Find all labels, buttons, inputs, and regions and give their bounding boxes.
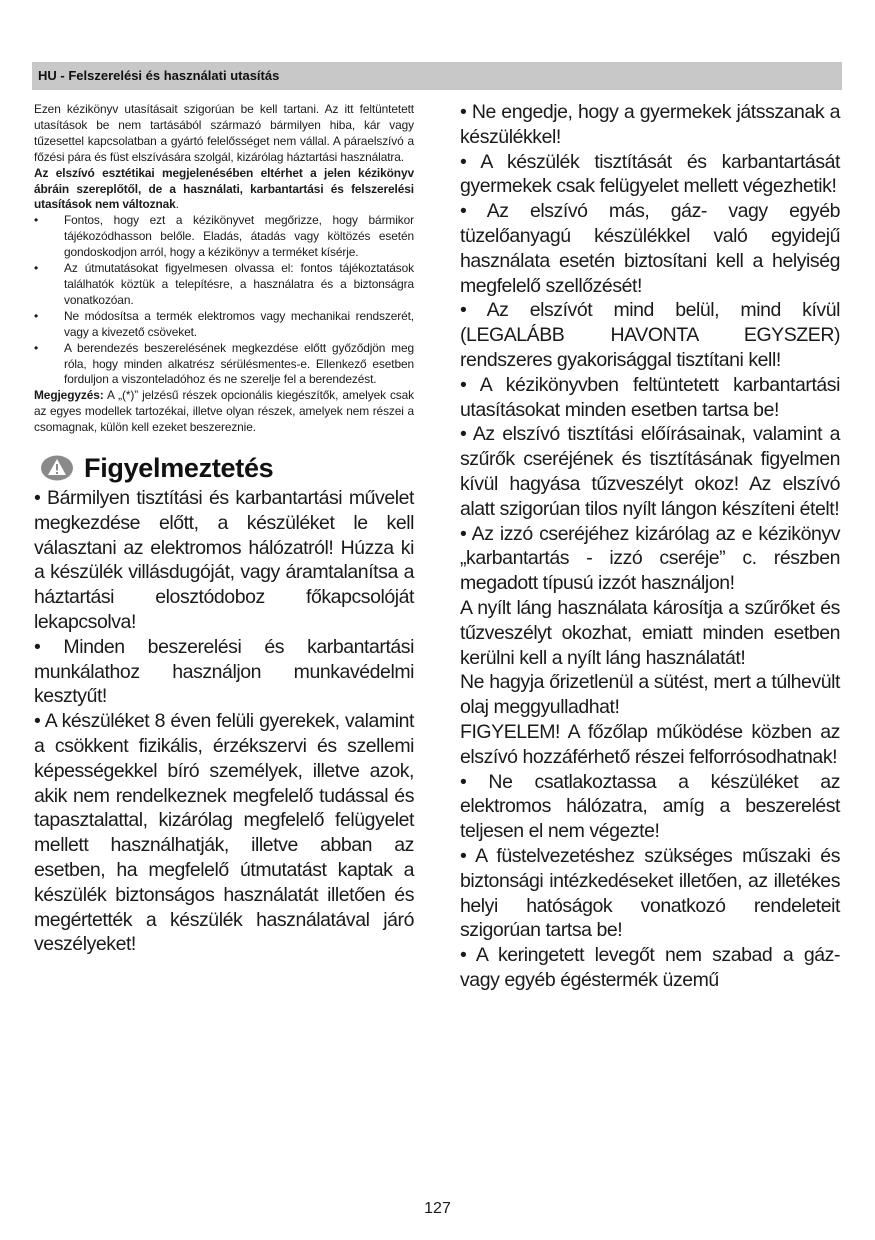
list-item: • A berendezés beszerelésének megkezdése előtt győződjön meg róla, hogy minden alkatrész sérülésmentes-e. Ellenkező esetben forduljon a viszonteladóhoz és ne szerelje fel a berendezést. (34, 340, 414, 387)
warning-paragraph: A nyílt láng használata károsítja a szűrőket és tűzveszélyt okozhat, emiatt minden esetben kerülni kell a nyílt láng használatát! (460, 596, 840, 669)
warning-paragraph: • A készülék tisztítását és karbantartását gyermekek csak felügyelet mellett végezhetik! (460, 150, 840, 198)
list-item: • Ne módosítsa a termék elektromos vagy mechanikai rendszerét, vagy a kivezető csöveket. (34, 308, 414, 339)
bullet-icon: • (34, 213, 39, 228)
note-text: A „(*)” jelzésű részek opcionális kiegészítők, amelyek csak az egyes modellek tartozékai, illetve olyan részek, amelyek nem részei a csomagnak, külön kell ezeket beszereznie. (34, 388, 414, 435)
warning-paragraph: • A keringetett levegőt nem szabad a gáz- vagy egyéb égéstermék üzemű (460, 944, 840, 991)
intro-bullet-list (34, 213, 414, 388)
bullet-icon: • (34, 308, 39, 323)
warning-paragraph: Ne hagyja őrizetlenül a sütést, mert a túlhevült olaj meggyulladhat! (460, 671, 840, 719)
warning-paragraph: • Az elszívó tisztítási előírásainak, valamint a szűrők cseréjének és tisztításának figyelmen kívül hagyása tűzveszélyt okoz! Az elszívó alatt szigorúan tilos nyílt lángon készíteni ételt! (460, 423, 840, 520)
warning-title: Figyelmeztetés (84, 452, 274, 483)
warning-paragraph: • Az elszívó más, gáz- vagy egyéb tüzelőanyagú készülékkel való egyidejű használata esetén biztosítani kell a helyiség megfelelő szellőzését! (460, 200, 840, 297)
bullet-icon: • (34, 261, 39, 276)
list-item: • Fontos, hogy ezt a kézikönyvet megőrizze, hogy bármikor tájékozódhasson belőle. Eladás, átadás vagy költözés esetén gondoskodjon arról, hogy a kézikönyv a terméket kísérje. (34, 213, 414, 260)
warning-paragraph: • Minden beszerelési és karbantartási munkálathoz használjon munkavédelmi kesztyűt! (34, 635, 414, 708)
page-number: 127 (424, 1200, 451, 1217)
header-bar (32, 62, 842, 90)
design-note-bold: Az elszívó esztétikai megjelenésében eltérhet a jelen kézikönyv ábráin szereplőtől, de a használati, karbantartási és felszerelési utasítások nem változnak (34, 165, 414, 212)
warning-heading (34, 450, 414, 486)
left-column (34, 102, 414, 957)
warning-paragraph: • A füstelvezetéshez szükséges műszaki és biztonsági intézkedéseket illetően, az illetékes helyi hatóságok vonatkozó rendeleteit szigorúan tartsa be! (460, 844, 840, 942)
bullet-icon: • (34, 340, 39, 355)
warning-paragraph: • Az izzó cseréjéhez kizárólag az e kézikönyv „karbantartás - izzó cseréje” c. részben megadott típusú izzót használjon! (460, 522, 840, 595)
warning-paragraph: • A kézikönyvben feltüntetett karbantartási utasításokat minden esetben tartsa be! (460, 373, 840, 421)
design-note-paragraph (34, 166, 414, 214)
intro-paragraph: Ezen kézikönyv utasításait szigorúan be kell tartani. Az itt feltüntetett utasítások be nem tartásából származó bármilyen hiba, kár vagy tűzesettel kapcsolatban a gyártó felelősséget nem vállal. A páraelszívó a főzési pára és füst elszívására szolgál, kizárólag háztartási használatra. (34, 102, 414, 164)
warning-paragraph: • Bármilyen tisztítási és karbantartási művelet megkezdése előtt, a készüléket le kell választani az elektromos hálózatról! Húzza ki a készülék villásdugóját, vagy áramtalanítsa a háztartási elosztódoboz főkapcsolóját lekapcsolva! (34, 487, 414, 634)
list-item: • Az útmutatásokat figyelmesen olvassa el: fontos tájékoztatások találhatók köztük a telepítésre, a használatra és a biztonságra vonatkozóan. (34, 261, 414, 307)
warning-paragraph: • Az elszívót mind belül, mind kívül (LEGALÁBB HAVONTA EGYSZER) rendszeres gyakorisággal tisztítani kell! (460, 299, 840, 371)
warning-paragraph: FIGYELEM! A főzőlap működése közben az elszívó hozzáférhető részei felforrósodhatnak! (460, 720, 840, 768)
warning-paragraph: • Ne csatlakoztassa a készüléket az elektromos hálózatra, amíg a beszerelést teljesen el nem végezte! (460, 770, 840, 843)
note-label: Megjegyzés: (34, 388, 104, 403)
design-note-end: . (175, 197, 179, 212)
warning-triangle-icon (40, 454, 74, 482)
warning-paragraph: • Ne engedje, hogy a gyermekek játsszanak a készülékkel! (460, 101, 840, 148)
right-column (460, 100, 840, 993)
note-paragraph (34, 388, 414, 436)
page-header-title: HU - Felszerelési és használati utasítás (38, 68, 280, 83)
warning-paragraph: • A készüléket 8 éven felüli gyerekek, valamint a csökkent fizikális, érzékszervi és szellemi képességekkel bíró személyek, illetve azok, akik nem rendelkeznek megfelelő tudással és tapasztalattal, kizárólag megfelelő felügyelet mellett használhatják, illetve abban az esetben, ha megfelelő útmutatást kaptak a készülék biztonságos használatát illetően és megértették a készülék használatával járó veszélyeket! (34, 710, 414, 956)
